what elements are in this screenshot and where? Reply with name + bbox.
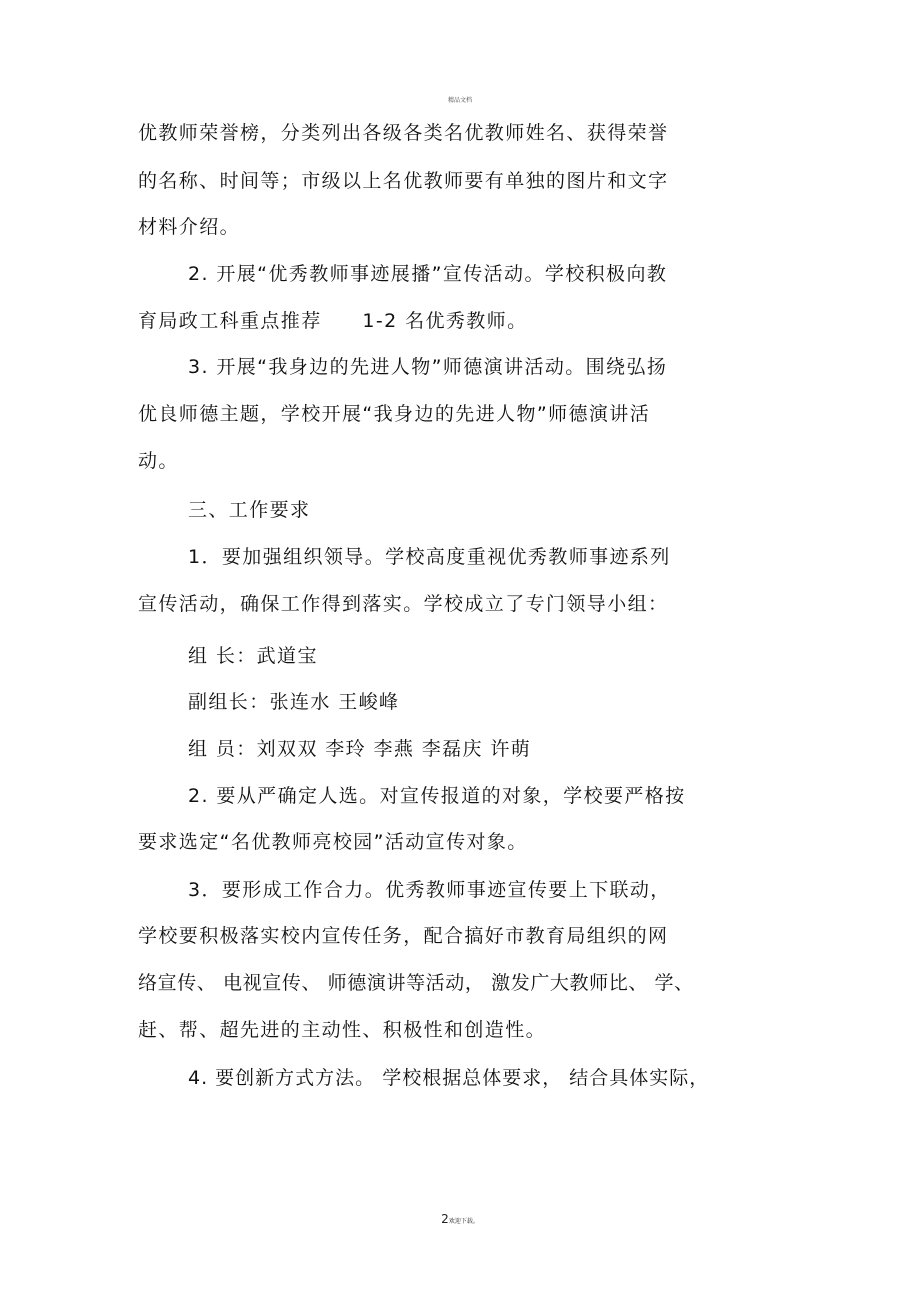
body-line: 赶、帮、超先进的主动性、积极性和创造性。 [138,1019,547,1041]
body-line: 2. 要从严确定人选。对宣传报道的对象，学校要严格按 [188,785,686,807]
deputy-leader-line: 副组长：张连水 王峻峰 [188,691,400,713]
body-line: 1．要加强组织领导。学校高度重视优秀教师事迹系列 [188,546,671,568]
body-line: 3. 开展“我身边的先进人物”师德演讲活动。围绕弘扬 [188,356,668,378]
body-line: 宣传活动，确保工作得到落实。学校成立了专门领导小组： [138,593,669,615]
body-line: 3．要形成工作合力。优秀教师事迹宣传要上下联动， [188,879,671,901]
download-note: 欢迎下载。 [448,1218,479,1225]
body-line: 要求选定“名优教师亮校园”活动宣传对象。 [138,831,528,853]
header-watermark: 精品文档 [447,97,472,104]
section-heading: 三、工作要求 [188,499,311,521]
members-line: 组 员：刘双双 李玲 李燕 李磊庆 许萌 [188,738,532,760]
page-number: 2 [441,1212,449,1226]
body-line: 4. 要创新方式方法。 学校根据总体要求， 结合具体实际， [188,1067,710,1089]
body-line: 络宣传、 电视宣传、 师德演讲等活动， 激发广大教师比、 学、 [138,972,694,994]
body-line: 材料介绍。 [138,216,241,238]
body-line: 育局政工科重点推荐 1-2 名优秀教师。 [138,310,528,332]
body-line: 动。 [138,450,179,472]
body-line: 的名称、时间等；市级以上名优教师要有单独的图片和文字 [138,170,669,192]
body-line: 学校要积极落实校内宣传任务，配合搞好市教育局组织的网 [138,925,669,947]
leader-line: 组 长：武道宝 [188,645,318,667]
body-line: 2. 开展“优秀教师事迹展播”宣传活动。学校积极向教 [188,263,668,285]
body-line: 优良师德主题，学校开展“我身边的先进人物”师德演讲活 [138,403,651,425]
body-line: 优教师荣誉榜，分类列出各级各类名优教师姓名、获得荣誉 [138,122,669,144]
page-footer [0,1208,920,1227]
